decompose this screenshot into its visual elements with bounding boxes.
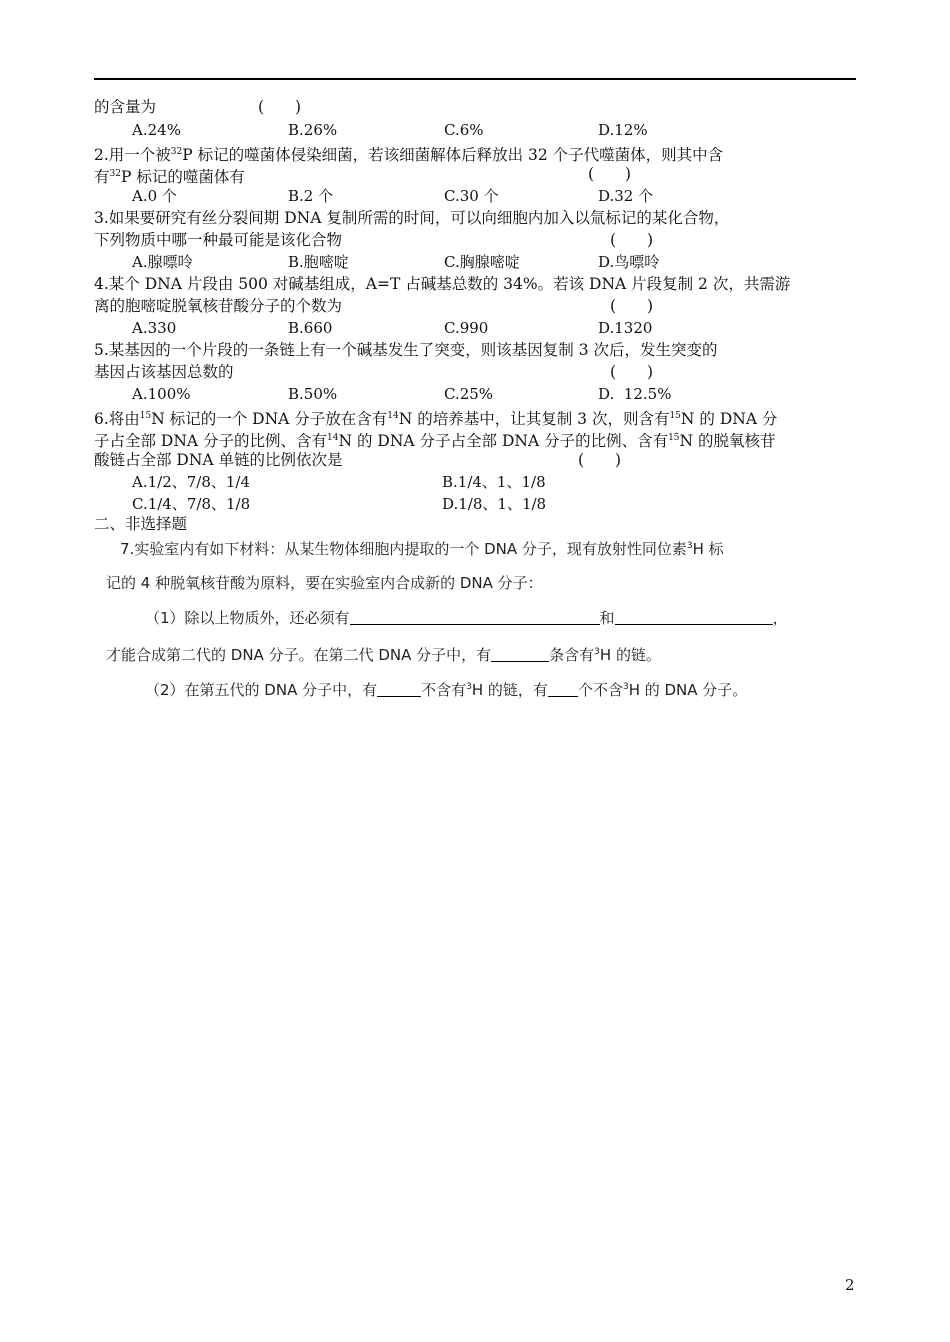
q4-option-c: C.990 bbox=[444, 319, 489, 337]
q5-line-1: 5.某基因的一个片段的一条链上有一个碱基发生了突变，则该基因复制 3 次后，发生突变的 bbox=[94, 341, 718, 359]
q2-option-b: B.2 个 bbox=[288, 187, 334, 205]
q4-line-2: 离的胞嘧啶脱氧核苷酸分子的个数为 bbox=[94, 297, 343, 315]
page-number: 2 bbox=[845, 1276, 855, 1294]
q3-option-d: D.鸟嘌呤 bbox=[598, 253, 660, 271]
q6-option-d: D.1/8、1、1/8 bbox=[442, 495, 547, 513]
q1-fragment bbox=[94, 96, 156, 118]
q1-paren: ( ) bbox=[258, 98, 302, 116]
q3-line-2: 下列物质中哪一种最可能是该化合物 bbox=[94, 231, 343, 249]
q5-line-2: 基因占该基因总数的 bbox=[94, 363, 234, 381]
q4-paren: ( ) bbox=[610, 297, 654, 315]
q2-option-d: D.32 个 bbox=[598, 187, 654, 205]
q4-option-a: A.330 bbox=[132, 319, 177, 337]
q1-option-c: C.6% bbox=[444, 121, 484, 139]
q3-option-a: A.腺嘌呤 bbox=[132, 253, 193, 271]
q7-part-2-line: （2）在第五代的 DNA 分子中，有 不含有$^3$H 的链，有 个不含$^3$H 的 DNA 分子。 bbox=[145, 681, 748, 699]
q2-option-a: A.0 个 bbox=[132, 187, 177, 205]
q1-option-a: A.24% bbox=[132, 121, 181, 139]
q2-line-2: 有$^{32}$P 标记的噬菌体有 bbox=[94, 168, 245, 186]
answer-blank-3[interactable] bbox=[491, 645, 549, 662]
q1-fragment-text: 的含量为 bbox=[94, 98, 157, 116]
q2-line-1: 2.用一个被$^{32}$P 标记的噬菌体侵染细菌，若该细菌解体后释放出 32 个子代噬菌体，则其中含 bbox=[94, 146, 724, 164]
q5-paren: ( ) bbox=[610, 363, 654, 381]
q4-option-d: D.1320 bbox=[598, 319, 653, 337]
q6-line-1: 6.将由$^{15}$N 标记的一个 DNA 分子放在含有$^{14}$N 的培养基中，让其复制 3 次，则含有$^{15}$N 的 DNA 分 bbox=[94, 410, 778, 428]
q6-option-b: B.1/4、1、1/8 bbox=[442, 473, 546, 491]
q6-paren: ( ) bbox=[578, 451, 622, 469]
q3-line-1: 3.如果要研究有丝分裂间期 DNA 复制所需的时间，可以向细胞内加入以氚标记的某化合物， bbox=[94, 209, 730, 227]
answer-blank-5[interactable] bbox=[548, 680, 578, 697]
q3-option-b: B.胞嘧啶 bbox=[288, 253, 349, 271]
q3-option-c: C.胸腺嘧啶 bbox=[444, 253, 520, 271]
answer-blank-2[interactable] bbox=[615, 608, 773, 625]
q5-option-b: B.50% bbox=[288, 385, 338, 403]
q2-option-c: C.30 个 bbox=[444, 187, 499, 205]
header-rule bbox=[94, 78, 856, 80]
q1-option-b: B.26% bbox=[288, 121, 338, 139]
q3-paren: ( ) bbox=[610, 231, 654, 249]
answer-blank-4[interactable] bbox=[377, 680, 421, 697]
q5-option-d: D. 12.5% bbox=[598, 385, 672, 403]
q7-line-1: 7.实验室内有如下材料：从某生物体细胞内提取的一个 DNA 分子，现有放射性同位素$^3$H 标 bbox=[120, 540, 724, 558]
answer-blank-1[interactable] bbox=[350, 608, 600, 625]
q4-option-b: B.660 bbox=[288, 319, 333, 337]
q6-line-2: 子占全部 DNA 分子的比例、含有$^{14}$N 的 DNA 分子占全部 DNA 分子的比例、含有$^{15}$N 的脱氧核苷 bbox=[94, 432, 776, 450]
q5-option-c: C.25% bbox=[444, 385, 494, 403]
q6-line-3: 酸链占全部 DNA 单链的比例依次是 bbox=[94, 451, 343, 469]
q7-part-1-line: （1）除以上物质外，还必须有 和 ， bbox=[145, 609, 788, 627]
q7-line-2: 记的 4 种脱氧核苷酸为原料，要在实验室内合成新的 DNA 分子： bbox=[106, 574, 543, 592]
q4-line-1: 4.某个 DNA 片段由 500 对碱基组成，A=T 占碱基总数的 34%。若该 DNA 片段复制 2 次，共需游 bbox=[94, 275, 791, 293]
section-2-title: 二、非选择题 bbox=[94, 515, 188, 533]
q6-option-a: A.1/2、7/8、1/4 bbox=[132, 473, 251, 491]
q2-paren: ( ) bbox=[588, 165, 632, 183]
q6-option-c: C.1/4、7/8、1/8 bbox=[132, 495, 251, 513]
q5-option-a: A.100% bbox=[132, 385, 191, 403]
q1-option-d: D.12% bbox=[598, 121, 648, 139]
q7-part-1-line-2: 才能合成第二代的 DNA 分子。在第二代 DNA 分子中，有 条含有$^3$H 的链。 bbox=[106, 646, 661, 664]
